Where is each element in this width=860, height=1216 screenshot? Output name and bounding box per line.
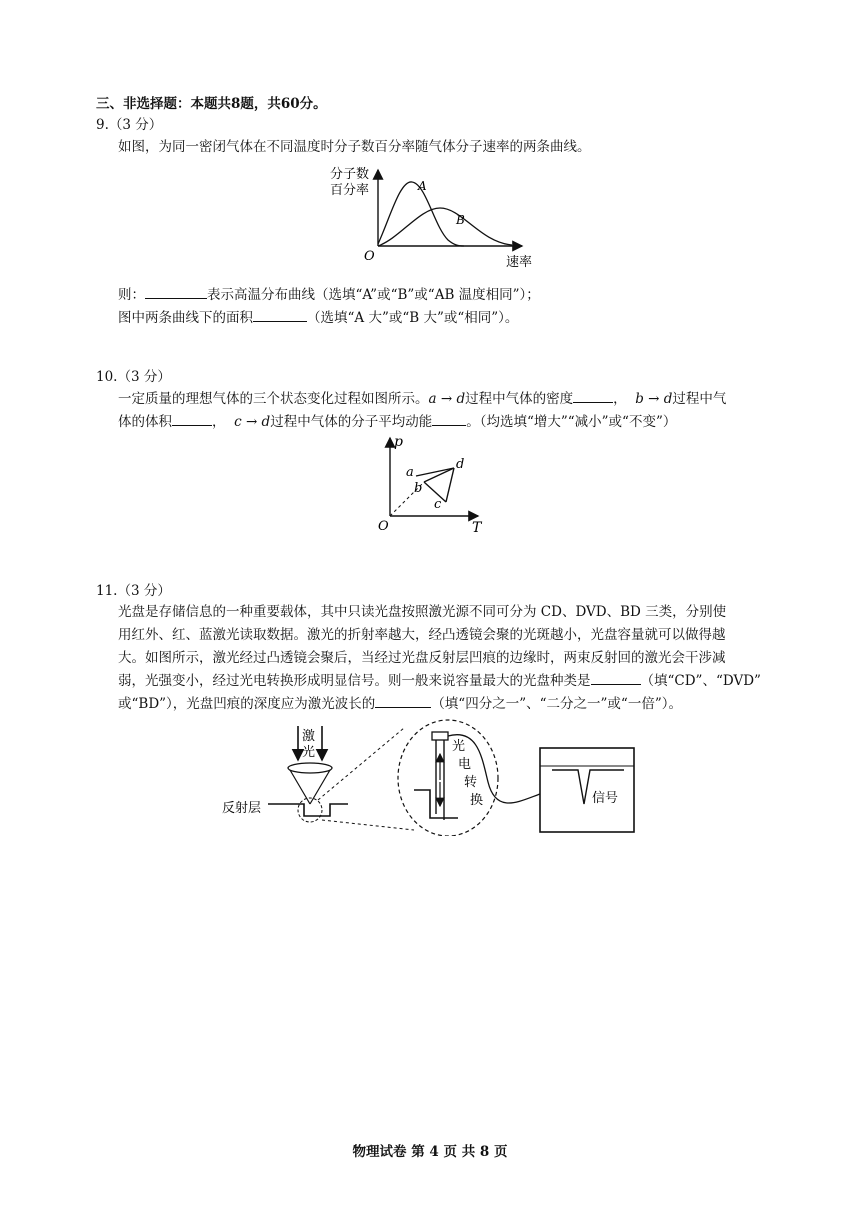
q10-blank-3[interactable] — [432, 411, 466, 426]
q11-blank-2[interactable] — [375, 693, 431, 708]
q9-stem: 如图，为同一密闭气体在不同温度时分子数百分率随气体分子速率的两条曲线。 — [118, 139, 591, 155]
q11-l4-a: 弱，光强变小，经过光电转换形成明显信号。则一般来说容量最大的光盘种类是 — [118, 673, 591, 689]
q11-photo-sensor — [432, 732, 448, 740]
q9-x-label: 速率 — [506, 255, 533, 270]
q11-laser-label-1: 激 — [302, 729, 316, 744]
q11-reflective-layer — [268, 804, 348, 816]
q9-line-2 — [118, 306, 518, 326]
page-footer: 物理试卷 第 4 页 共 8 页 — [352, 1144, 508, 1160]
q9-origin: O — [364, 249, 375, 264]
q9-y-label-2: 百分率 — [330, 183, 370, 198]
q10-origin: O — [378, 519, 389, 534]
q10-l1-f: 过程中气 — [672, 391, 727, 407]
q11-conv-label-2: 电 — [458, 757, 472, 772]
q9-line1-prefix: 则： — [118, 287, 145, 303]
q9-blank-1[interactable] — [145, 284, 207, 299]
q10-line-bd — [424, 468, 454, 482]
q11-l4-b: （填“CD”、“DVD” — [640, 673, 761, 689]
q11-conv-label-4: 换 — [470, 793, 484, 808]
q11-line-3: 大。如图所示，激光经过凸透镜会聚后，当经过光盘反射层凹痕的边缘时，两束反射回的激光会干涉减 — [118, 650, 726, 666]
q11-signal-label: 信号 — [592, 791, 619, 806]
q9-line-1 — [118, 283, 540, 303]
q11-number: 11.（3 分） — [96, 583, 171, 599]
q9-blank-2[interactable] — [253, 307, 307, 322]
q10-point-d: d — [456, 457, 465, 472]
q11-blank-1[interactable] — [591, 670, 641, 685]
q9-curve-a-label: A — [418, 179, 427, 193]
q11-conv-label-3: 转 — [464, 775, 478, 790]
q11-focus-circle — [298, 798, 322, 822]
q9-y-label-1: 分子数 — [330, 167, 370, 182]
q10-t-label: T — [472, 520, 482, 534]
q11-l5-b: （填“四分之一”、“二分之一”或“一倍”）。 — [431, 696, 682, 712]
q10-l2-d: 过程中气体的分子平均动能 — [270, 414, 433, 430]
q10-pt-diagram — [370, 432, 490, 534]
q10-l2-e: 。（均选填“增大”“减小”或“不变”） — [466, 414, 677, 430]
q11-reflect-label: 反射层 — [222, 801, 262, 816]
q11-laser-label-2: 光 — [302, 745, 316, 760]
q10-number: 10.（3 分） — [96, 369, 171, 385]
q10-point-a: a — [406, 465, 414, 480]
q10-l1-c: 过程中气体的密度 — [465, 391, 574, 407]
q10-l1-a: 一定质量的理想气体的三个状态变化过程如图所示。 — [118, 391, 429, 407]
q11-zoom-line-top — [318, 728, 404, 800]
q10-l1-b: a → d — [428, 391, 466, 407]
q11-line-1: 光盘是存储信息的一种重要载体，其中只读光盘按照激光源不同可分为 CD、DVD、BD 三类，分别使 — [118, 604, 727, 620]
q10-point-b: b — [414, 481, 423, 496]
q9-distribution-figure — [330, 158, 550, 270]
q11-line-4 — [118, 669, 761, 689]
q11-line-5 — [118, 692, 682, 712]
q10-line-1 — [118, 387, 726, 407]
q10-p-label: p — [394, 434, 403, 450]
q11-l5-a: 或“BD”），光盘凹痕的深度应为激光波长的 — [118, 696, 376, 712]
q9-line1-suffix: 表示高温分布曲线（选填“A”或“B”或“AB 温度相同”）； — [207, 287, 540, 303]
q9-curve-b-label: B — [456, 213, 465, 227]
q11-zoom-line-bottom — [322, 820, 414, 830]
q11-conv-label-1: 光 — [452, 739, 466, 754]
q10-line-ad — [416, 468, 454, 476]
q10-line-2 — [118, 410, 676, 430]
q10-l1-d: ， — [613, 391, 627, 407]
q11-line-2: 用红外、红、蓝激光读取数据。激光的折射率越大，经凸透镜会聚的光斑越小，光盘容量就可以做得越 — [118, 627, 726, 643]
q11-cone-left — [290, 770, 310, 804]
section-header: 三、非选择题：本题共8题，共60分。 — [96, 96, 327, 112]
q11-optical-disc-figure — [218, 718, 638, 836]
q9-curve-b — [378, 208, 512, 246]
q10-l2-b: ， — [212, 414, 226, 430]
q9-line2-prefix: 图中两条曲线下的面积 — [118, 310, 253, 326]
q10-blank-2[interactable] — [172, 411, 212, 426]
q9-number: 9.（3 分） — [96, 117, 163, 133]
q10-line-cd — [446, 468, 454, 502]
q10-l1-e: b → d — [635, 391, 673, 407]
q10-l2-c: c → d — [234, 414, 271, 430]
q10-point-c: c — [434, 497, 442, 512]
q10-blank-1[interactable] — [573, 388, 613, 403]
q9-line2-suffix: （选填“A 大”或“B 大”或“相同”）。 — [307, 310, 519, 326]
q11-convex-lens — [288, 763, 332, 773]
q10-l2-a: 体的体积 — [118, 414, 172, 430]
